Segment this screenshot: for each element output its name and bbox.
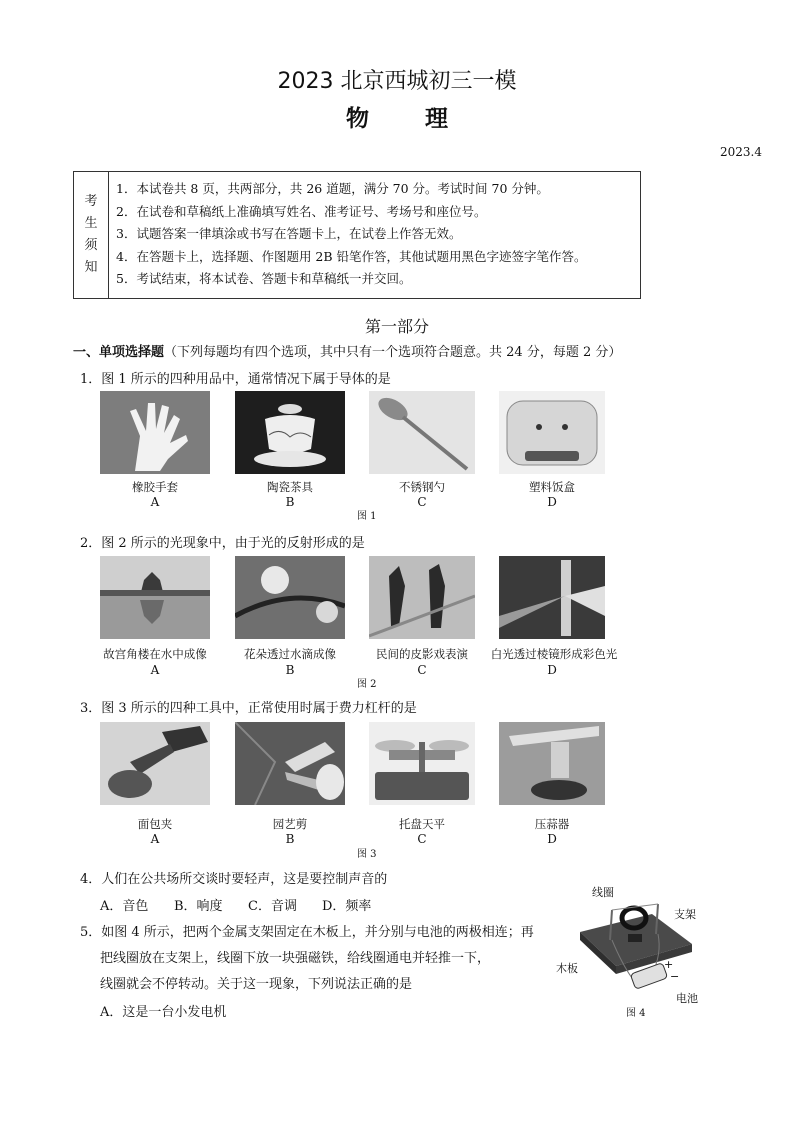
question-3-text: 3．图 3 所示的四种工具中，正常使用时属于费力杠杆的是: [80, 701, 417, 716]
shadow-play-image: [369, 556, 475, 639]
q3-caption-c: 托盘天平: [399, 817, 445, 831]
mc-heading-rest: （下列每题均有四个选项，其中只有一个选项符合题意。共 24 分，每题 2 分）: [164, 345, 622, 360]
tray-balance-image: [369, 722, 475, 805]
q4-option-b: B．响度: [174, 899, 223, 914]
figure-4-motor-diagram: [552, 880, 712, 1020]
q1-caption-b: 陶瓷茶具: [267, 480, 313, 494]
mc-heading: [73, 341, 621, 360]
bread-tongs-image: [100, 722, 210, 805]
label-coil: 线圈: [592, 886, 614, 899]
mc-heading-bold: 一、单项选择题: [73, 345, 165, 360]
exam-notice-box: [73, 171, 641, 299]
q3-letter-c: C: [417, 832, 427, 846]
water-drop-image: [235, 556, 345, 639]
q3-caption-a: 面包夹: [137, 817, 173, 831]
q1-letter-c: C: [417, 495, 427, 509]
q3-caption-b: 园艺剪: [272, 817, 308, 831]
plastic-lunchbox-image: [499, 391, 605, 474]
q3-caption-d: 压蒜器: [534, 817, 570, 831]
label-plus: +: [664, 958, 674, 971]
figure-2-label: 图 2: [357, 679, 377, 690]
q5-option-a: A．这是一台小发电机: [100, 1005, 227, 1020]
q2-caption-c: 民间的皮影戏表演: [376, 647, 468, 661]
question-5-text: [80, 920, 570, 998]
q4-option-a: A．音色: [100, 899, 149, 914]
q5-line-3: 线圈就会不停转动。关于这一现象，下列说法正确的是: [100, 977, 413, 992]
q2-caption-a: 故宫角楼在水中成像: [103, 647, 207, 661]
q4-option-d: D．频率: [322, 899, 372, 914]
notice-item: 3．试题答案一律填涂或书写在答题卡上，在试卷上作答无效。: [116, 226, 462, 241]
q3-letter-b: B: [285, 832, 295, 846]
question-4-text: 4．人们在公共场所交谈时要轻声，这是要控制声音的: [80, 872, 388, 887]
q3-letter-d: D: [547, 832, 557, 846]
q1-letter-a: A: [150, 495, 160, 509]
notice-side-char: 生: [84, 216, 98, 231]
label-bracket: 支架: [674, 908, 696, 921]
label-minus: −: [670, 970, 680, 983]
figure-1-label: 图 1: [357, 511, 377, 522]
notice-side-char: 考: [84, 194, 98, 209]
steel-spoon-image: [369, 391, 475, 474]
figure-3-label: 图 3: [357, 849, 377, 860]
q2-letter-d: D: [547, 663, 557, 677]
q5-line-2: 把线圈放在支架上，线圈下放一块强磁铁，给线圈通电并轻推一下，: [100, 951, 491, 966]
prism-rainbow-image: [499, 556, 605, 639]
notice-item: 4．在答题卡上，选择题、作图题用 2B 铅笔作答，其他试题用黑色字迹签字笔作答。: [116, 248, 587, 264]
label-board: 木板: [556, 962, 578, 975]
subject-char-1: 物: [345, 106, 369, 132]
q1-caption-c: 不锈钢勺: [399, 480, 445, 494]
q2-caption-b: 花朵透过水滴成像: [244, 647, 336, 661]
q2-letter-b: B: [285, 663, 295, 677]
subject-title: [0, 100, 794, 133]
subject-char-2: 理: [425, 106, 448, 132]
rubber-glove-image: [100, 391, 210, 474]
q1-caption-a: 橡胶手套: [132, 480, 178, 494]
notice-item: 1．本试卷共 8 页，共两部分，共 26 道题，满分 70 分。考试时间 70 分钟。: [116, 181, 549, 196]
question-4-options: [100, 895, 396, 914]
q1-caption-d: 塑料饭盒: [529, 480, 575, 494]
notice-side-label: [74, 172, 109, 298]
q3-letter-a: A: [150, 832, 160, 846]
question-1-text: 1．图 1 所示的四种用品中，通常情况下属于导体的是: [80, 372, 391, 387]
section-title: 第一部分: [364, 317, 429, 336]
q1-letter-d: D: [547, 495, 557, 509]
ceramic-tea-set-image: [235, 391, 345, 474]
label-battery: 电池: [676, 992, 698, 1005]
exam-date: 2023.4: [720, 145, 762, 159]
q5-line-1: 5．如图 4 所示，把两个金属支架固定在木板上，并分别与电池的两极相连；再: [80, 925, 534, 940]
notice-side-char: 须: [84, 238, 98, 253]
question-2-text: 2．图 2 所示的光现象中，由于光的反射形成的是: [80, 536, 365, 551]
q2-caption-d: 白光透过棱镜形成彩色光: [490, 647, 618, 661]
notice-side-char: 知: [84, 260, 98, 275]
q4-option-c: C．音调: [248, 899, 297, 914]
palace-reflection-image: [100, 556, 210, 639]
q2-letter-c: C: [417, 663, 427, 677]
garden-shears-image: [235, 722, 345, 805]
notice-item: 5．考试结束，将本试卷、答题卡和草稿纸一并交回。: [116, 271, 412, 286]
q2-letter-a: A: [150, 663, 160, 677]
exam-title: 2023 北京西城初三一模: [277, 69, 517, 94]
q1-letter-b: B: [285, 495, 295, 509]
notice-items: [116, 178, 634, 291]
garlic-press-image: [499, 722, 605, 805]
notice-item: 2．在试卷和草稿纸上准确填写姓名、准考证号、考场号和座位号。: [116, 203, 487, 219]
figure-4-label: 图 4: [626, 1008, 646, 1019]
